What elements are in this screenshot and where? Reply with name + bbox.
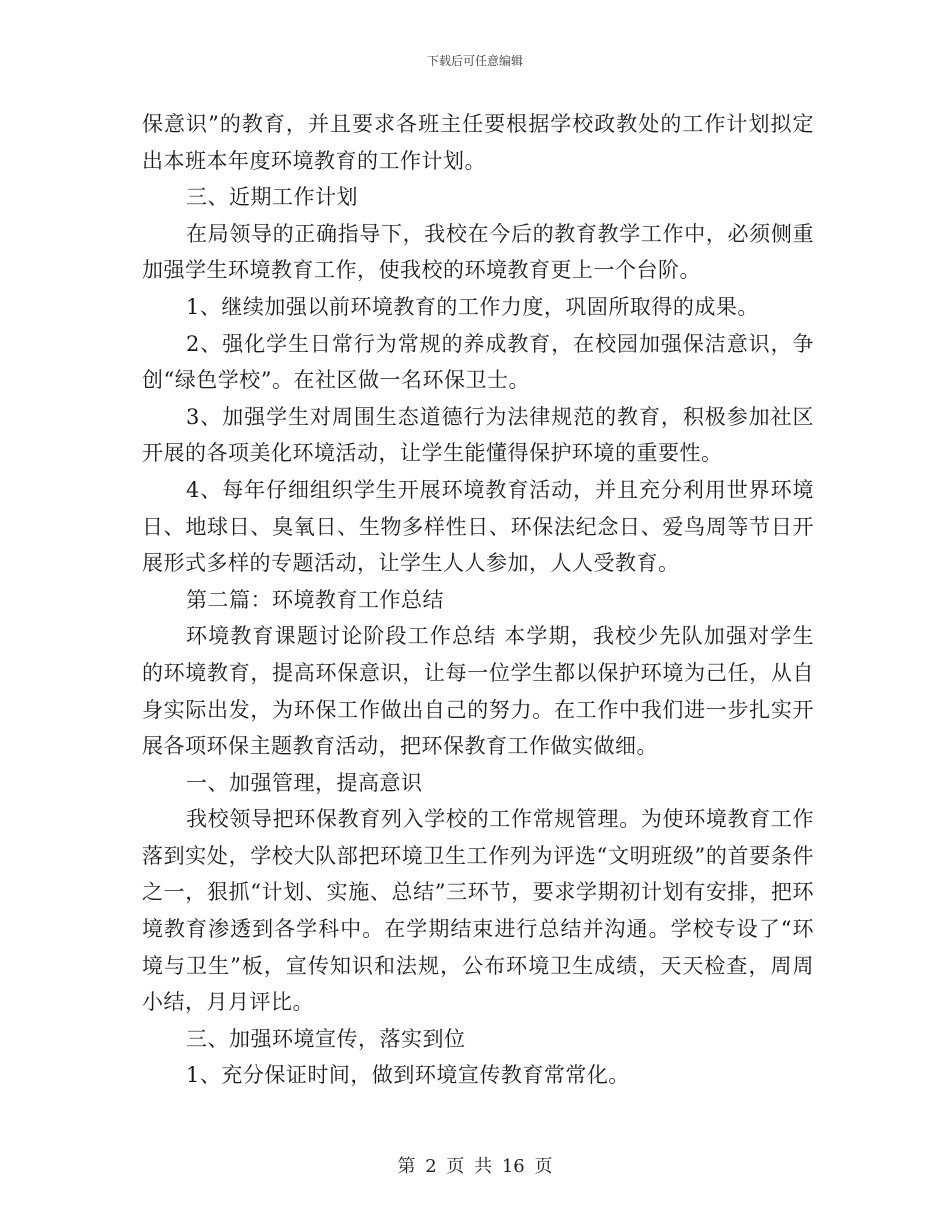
list-item: 3、加强学生对周围生态道德行为法律规范的教育，积极参加社区开展的各项美化环境活动，让学生能懂得保护环境的重要性。 <box>142 404 814 466</box>
section-heading: 三、近期工作计划 <box>186 185 358 210</box>
paragraph: 保意识”的教育，并且要求各班主任要根据学校政教处的工作计划拟定出本班本年度环境教育的工作计划。 <box>142 112 814 173</box>
section-heading: 三、加强环境宣传，落实到位 <box>186 1026 466 1051</box>
list-item: 4、每年仔细组织学生开展环境教育活动，并且充分利用世界环境日、地球日、臭氧日、生物多样性日、环保法纪念日、爱鸟周等节日开展形式多样的专题活动，让学生人人参加，人人受教育。 <box>142 477 814 576</box>
page-number: 第 2 页 共 16 页 <box>397 1156 553 1177</box>
document-body <box>142 106 814 1094</box>
paragraph: 环境教育课题讨论阶段工作总结 本学期，我校少先队加强对学生的环境教育，提高环保意识，让每一位学生都以保护环境为己任，从自身实际出发，为环保工作做出自己的努力。在工作中我们进一步扎实开展各项环保主题教育活动，把环保教育工作做实做细。 <box>142 624 814 759</box>
list-item: 1、继续加强以前环境教育的工作力度，巩固所取得的成果。 <box>186 294 759 319</box>
paragraph: 我校领导把环保教育列入学校的工作常规管理。为使环境教育工作落到实处，学校大队部把环境卫生工作列为评选“文明班级”的首要条件之一，狠抓“计划、实施、总结”三环节，要求学期初计划有安排，把环境教育渗透到各学科中。在学期结束进行总结并沟通。学校专设了“环境与卫生”板，宣传知识和法规，公布环境卫生成绩，天天检查，周周小结，月月评比。 <box>142 807 814 1015</box>
section-heading: 一、加强管理，提高意识 <box>186 770 423 795</box>
list-item: 2、强化学生日常行为常规的养成教育，在校园加强保洁意识，争创“绿色学校”。在社区做一名环保卫士。 <box>142 331 814 393</box>
page-header-note: 下载后可任意编辑 <box>426 54 523 68</box>
list-item: 1、充分保证时间，做到环境宣传教育常常化。 <box>186 1063 630 1088</box>
paragraph: 在局领导的正确指导下，我校在今后的教育教学工作中，必须侧重加强学生环境教育工作，使我校的环境教育更上一个台阶。 <box>142 221 814 283</box>
article-title: 第二篇：环境教育工作总结 <box>186 587 444 612</box>
